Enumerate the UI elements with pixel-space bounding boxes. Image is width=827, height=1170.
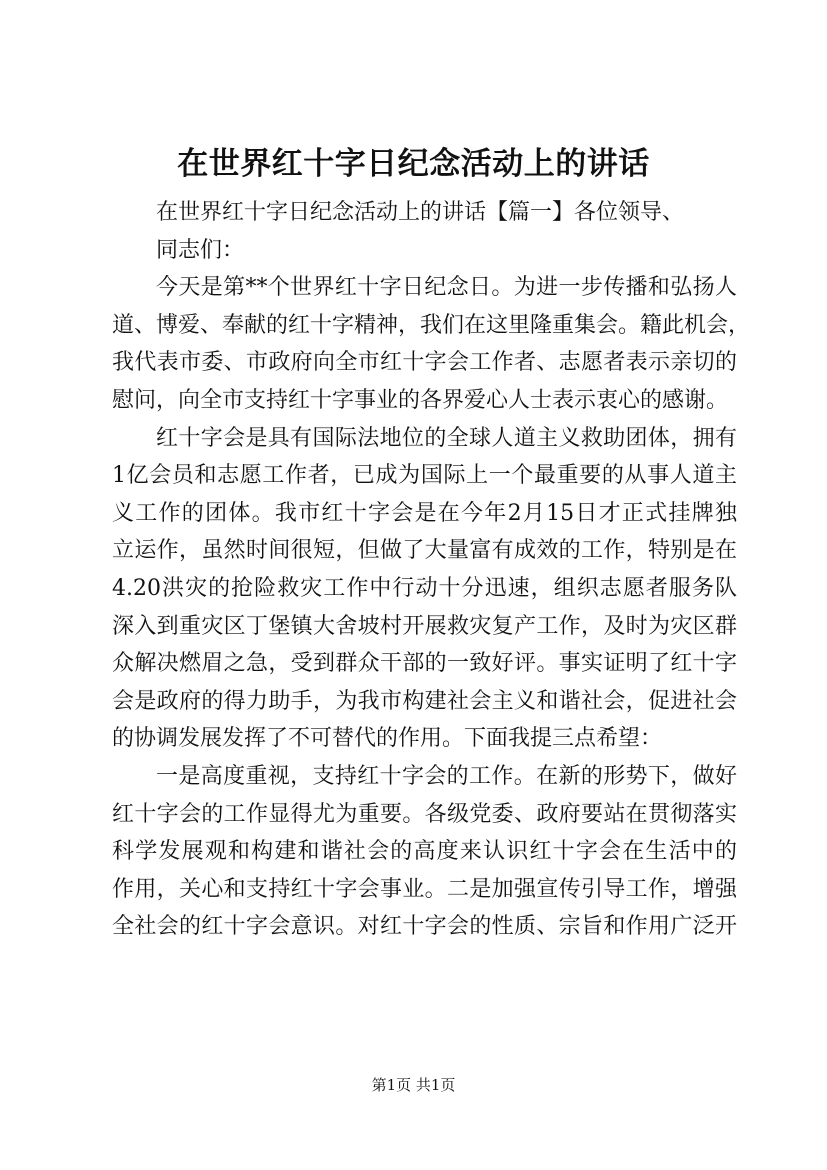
body-line: 道、博爱、奉献的红十字精神，我们在这里隆重集会。籍此机会， bbox=[112, 312, 751, 338]
body-line: 义工作的团体。我市红十字会是在今年2月15日才正式挂牌独 bbox=[112, 500, 737, 526]
body-line: 一是高度重视，支持红十字会的工作。在新的形势下，做好 bbox=[156, 763, 737, 789]
body-line: 立运作，虽然时间很短，但做了大量富有成效的工作，特别是在 bbox=[112, 538, 737, 564]
body-line: 的协调发展发挥了不可替代的作用。下面我提三点希望： bbox=[112, 726, 663, 752]
body-line: 今天是第**个世界红十字日纪念日。为进一步传播和弘扬人 bbox=[156, 275, 737, 301]
body-line: 深入到重灾区丁堡镇大舍坡村开展救灾复产工作，及时为灾区群 bbox=[112, 613, 737, 639]
body-line: 红十字会是具有国际法地位的全球人道主义救助团体，拥有 bbox=[156, 425, 737, 451]
body-line: 在世界红十字日纪念活动上的讲话【篇一】各位领导、 bbox=[156, 200, 685, 225]
body-line: 全社会的红十字会意识。对红十字会的性质、宗旨和作用广泛开 bbox=[112, 914, 737, 940]
document-title: 在世界红十字日纪念活动上的讲话 bbox=[177, 146, 650, 182]
body-line: 众解决燃眉之急，受到群众干部的一致好评。事实证明了红十字 bbox=[112, 651, 737, 677]
body-line: 同志们： bbox=[156, 237, 245, 263]
body-line: 科学发展观和构建和谐社会的高度来认识红十字会在生活中的 bbox=[112, 839, 737, 865]
body-line: 会是政府的得力助手，为我市构建社会主义和谐社会，促进社会 bbox=[112, 688, 737, 714]
document-body bbox=[112, 194, 751, 946]
body-line: 红十字会的工作显得尤为重要。各级党委、政府要站在贯彻落实 bbox=[112, 801, 737, 827]
body-line: 1亿会员和志愿工作者，已成为国际上一个最重要的从事人道主 bbox=[112, 463, 737, 489]
body-line: 4.20洪灾的抢险救灾工作中行动十分迅速，组织志愿者服务队 bbox=[112, 575, 737, 601]
page-footer: 第1页 共1页 bbox=[371, 1076, 456, 1094]
body-line: 作用，关心和支持红十字会事业。二是加强宣传引导工作，增强 bbox=[112, 876, 737, 902]
body-line: 慰问，向全市支持红十字事业的各界爱心人士表示衷心的感谢。 bbox=[112, 387, 729, 413]
body-line: 我代表市委、市政府向全市红十字会工作者、志愿者表示亲切的 bbox=[112, 350, 737, 376]
